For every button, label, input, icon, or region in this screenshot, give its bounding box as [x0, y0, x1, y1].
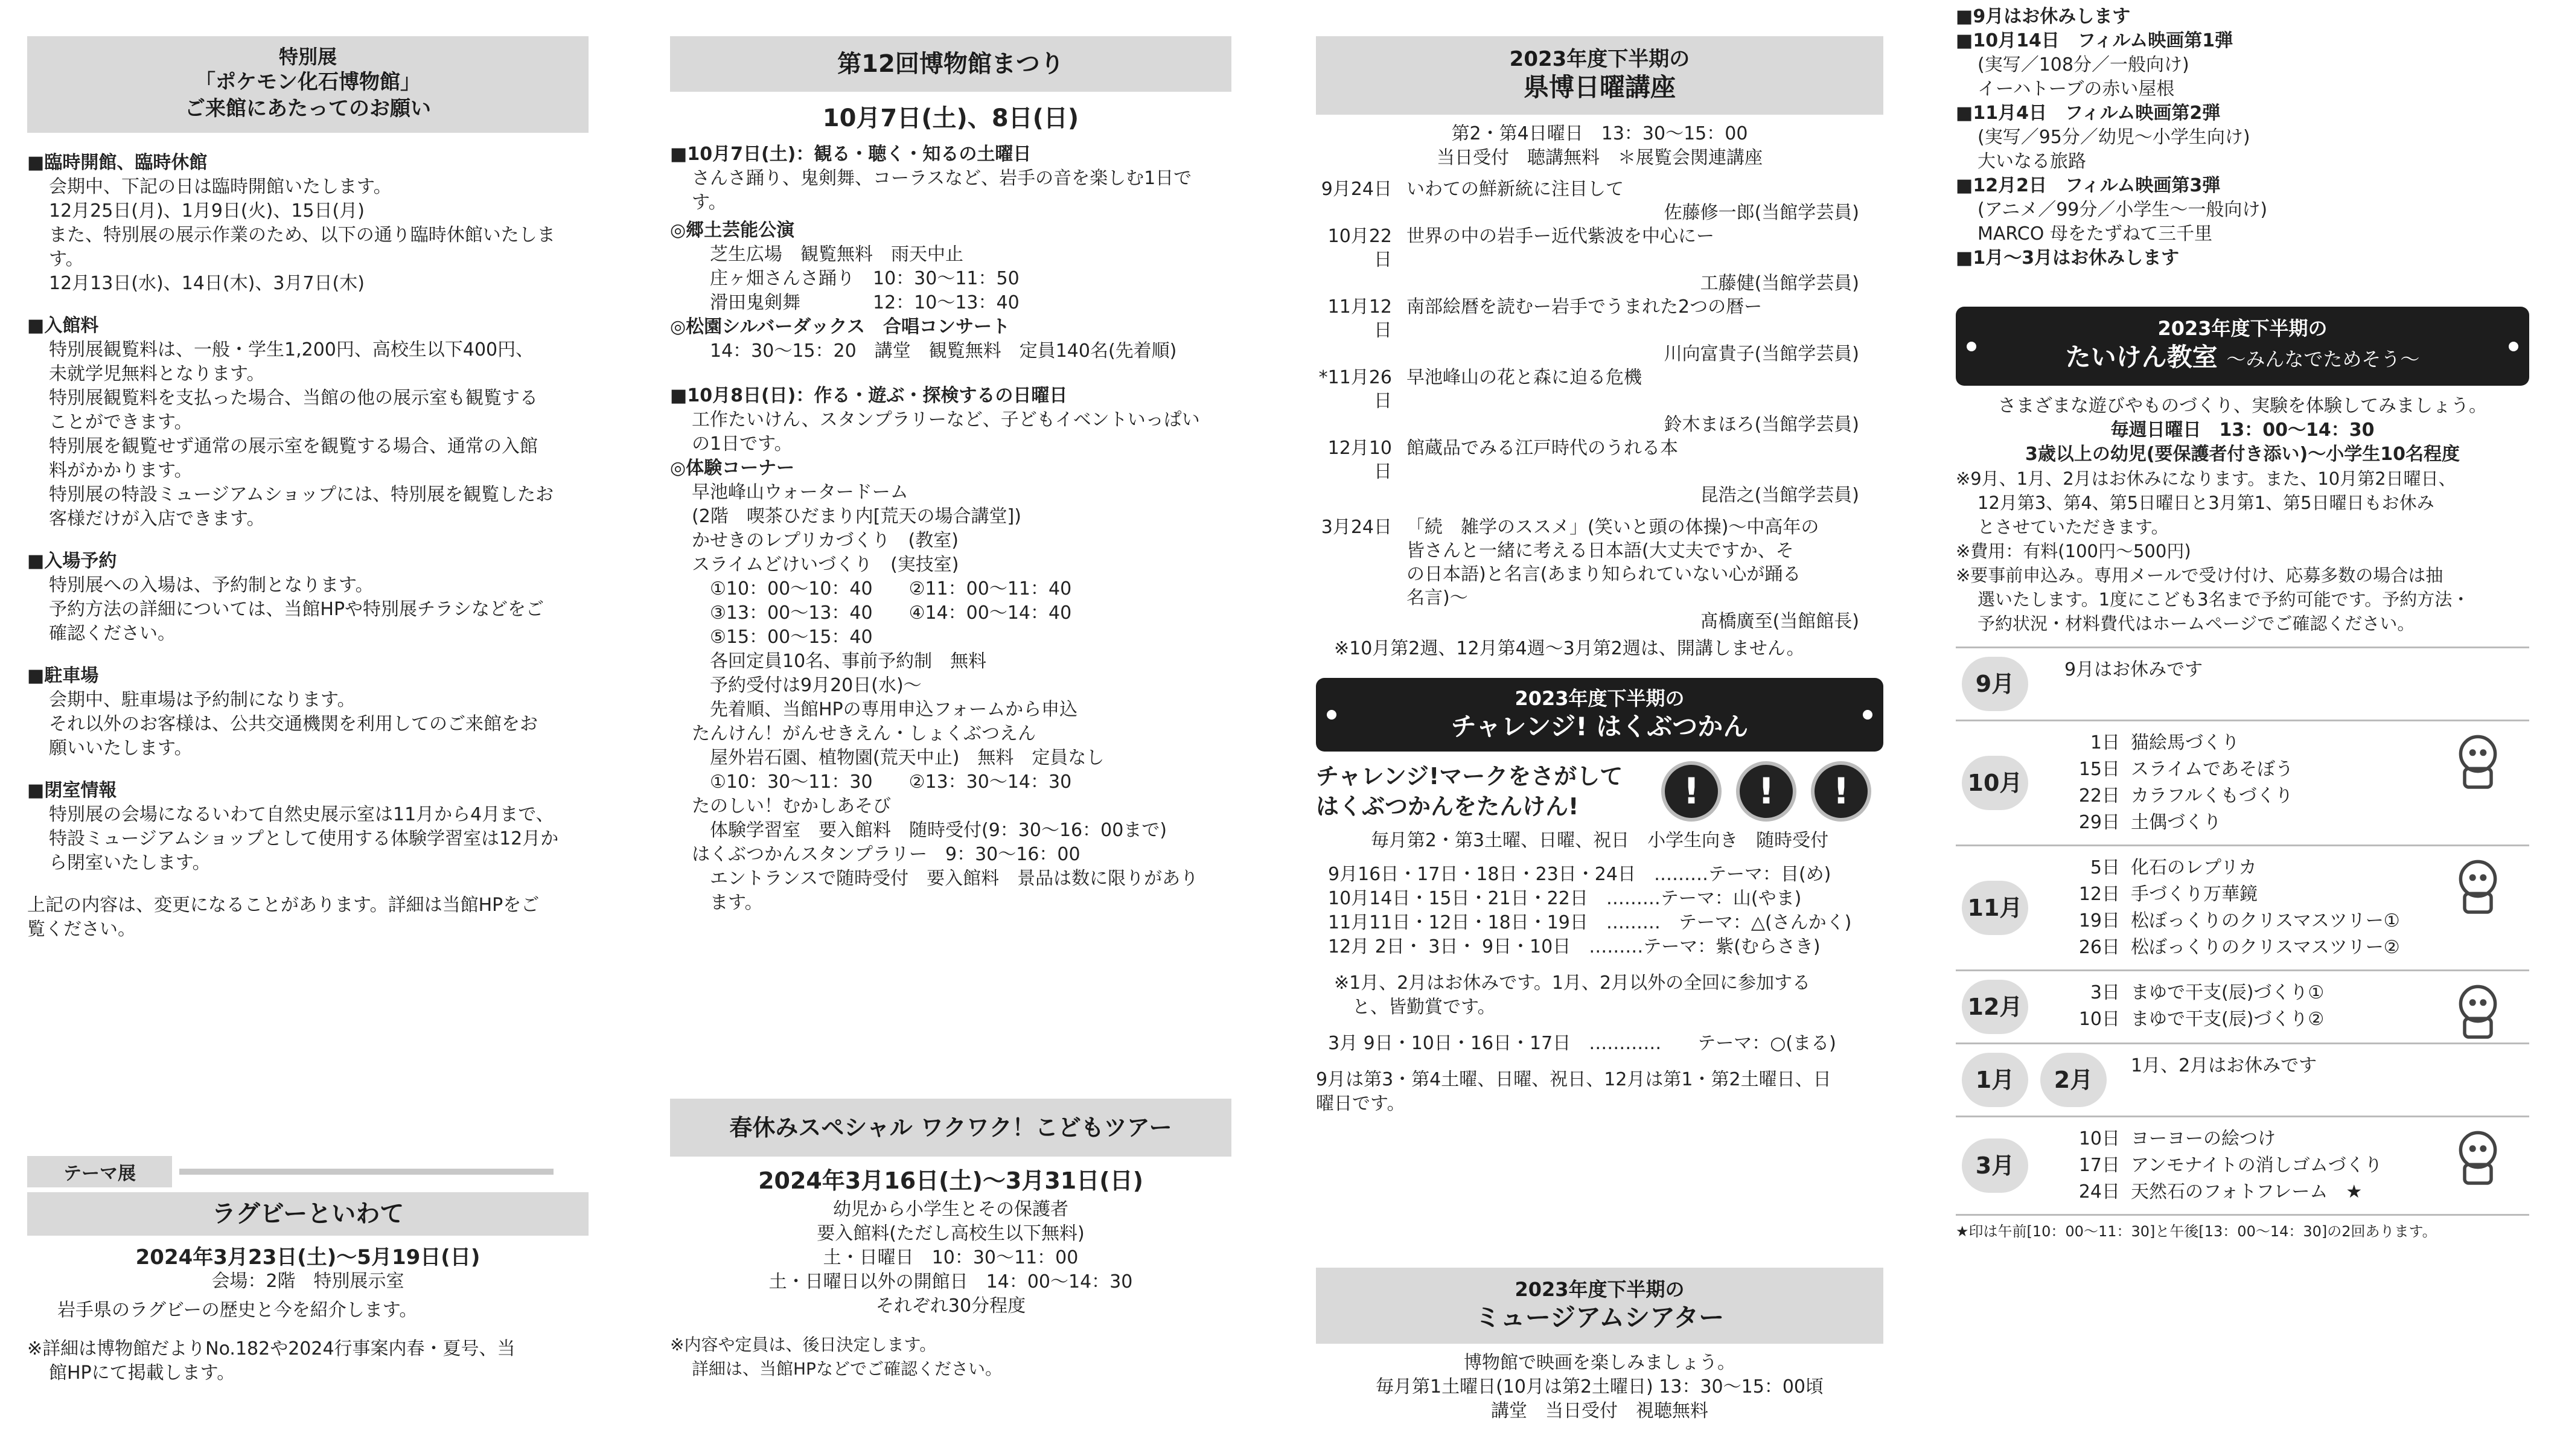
theme-dates: 2024年3月23日(土)〜5月19日(日) [135, 1245, 480, 1269]
fee-text: 特別展を観覧せず通常の展示室を観覧する場合、通常の入館 [49, 436, 538, 457]
lecture-item [1316, 436, 1883, 507]
rinji-heading: ■臨時開館、臨時休館 [27, 152, 208, 173]
fee-heading: ■入館料 [27, 315, 99, 336]
class-day: 1日 [2090, 732, 2120, 753]
month-label: 11月 [1962, 881, 2028, 935]
closed-text: ら閉室いたします。 [49, 852, 211, 873]
taiken-item: たのしい！むかしあそび [692, 796, 891, 817]
lecture-last [1316, 516, 1883, 633]
lecture-date: *11月26日 [1318, 367, 1392, 412]
challenge-title: チャレンジ! はくぶつかん [1451, 712, 1749, 741]
film-line: ■12月2日 フィルム映画第3弾 [1956, 175, 2221, 196]
lecture-topic: 南部絵暦を読むー岩手でうまれた2つの暦ー [1406, 296, 1763, 318]
taiken-title-row [1956, 340, 2529, 376]
theme-title: ラグビーといわて [27, 1192, 589, 1236]
taiken-item: ①10：30〜11：30 ②13：30〜14：30 [710, 771, 1072, 793]
lecture-title: 県博日曜講座 [1523, 72, 1676, 102]
kyodo-text: 滑田鬼剣舞 12：10〜13：40 [710, 292, 1020, 313]
parking-section [27, 664, 589, 761]
fee-text: 未就学児無料となります。 [49, 363, 265, 385]
taiken-header [1956, 307, 2529, 386]
column-taiken [1956, 5, 2529, 1244]
class-name: 松ぼっくりのクリスマスツリー② [2131, 937, 2400, 958]
film-line: ■1月〜3月はお休みします [1956, 247, 2180, 269]
special-exhibition-header [27, 36, 589, 133]
rinji-text: 12月13日(水)、14日(木)、3月7日(木) [49, 273, 365, 294]
parking-text: 願いいたします。 [49, 738, 193, 759]
class-item [2064, 855, 2400, 881]
challenge-lead [1316, 761, 1883, 822]
lecture-speaker: 髙橋廣至(当館館長) [1700, 611, 1859, 632]
lecture-label: 2023年度下半期の [1509, 47, 1690, 71]
class-day: 10日 [2078, 1128, 2120, 1149]
film-line: MARCO 母をたずねて三千里 [1977, 223, 2213, 244]
class-item [2064, 908, 2400, 934]
class-name: 天然石のフォトフレーム ★ [2131, 1181, 2363, 1202]
taiken-item: ます。 [710, 892, 763, 913]
class-item [2064, 1006, 2324, 1033]
month-row [1956, 845, 2529, 969]
theme-note: ※詳細は博物館だよりNo.182や2024行事案内春・夏号、当 [27, 1338, 516, 1359]
class-day: 19日 [2078, 910, 2120, 931]
taiken-note: ※9月、1月、2月はお休みになります。また、10月第2日曜日、 [1956, 468, 2456, 489]
theater-title: ミュージアムシアター [1475, 1303, 1725, 1332]
silver-text: 14：30〜15：20 講堂 観覧無料 定員140名(先着順) [710, 340, 1177, 362]
class-item [2131, 1053, 2317, 1079]
special-label: 特別展 [278, 45, 337, 68]
divider [179, 1169, 554, 1175]
special-subtitle: ご来館にあたってのお願い [185, 97, 431, 121]
closed-section [27, 779, 589, 875]
month-label: 3月 [1962, 1138, 2028, 1193]
class-item [2064, 980, 2324, 1006]
taiken-item: ③13：00〜13：40 ④14：00〜14：40 [710, 602, 1072, 624]
spring-text: 土・日曜日以外の開館日 14：00〜14：30 [768, 1271, 1133, 1292]
lecture-schedule: 当日受付 聴講無料 ＊展覧会関連講座 [1437, 147, 1763, 168]
challenge-row: 9月16日・17日・18日・23日・24日 ………テーマ：目(め) [1328, 864, 1831, 885]
theme-tag-row [27, 1156, 589, 1187]
taiken-item: 各回定員10名、事前予約制 無料 [710, 651, 987, 672]
theater-text: 毎月第1土曜日(10月は第2土曜日) 13：30〜15：00頃 [1376, 1376, 1824, 1397]
lecture-topic: の日本語)と名言(あまり知られていない心が踊る [1406, 564, 1801, 585]
month-label: 10月 [1962, 756, 2028, 810]
illustration-icon [2439, 852, 2517, 919]
taiken-item: たんけん！がんせきえん・しょくぶつえん [692, 723, 1036, 744]
change-note [27, 893, 589, 942]
class-day: 17日 [2078, 1155, 2120, 1176]
fee-text: 特別展観覧料は、一般・学生1,200円、高校生以下400円、 [49, 339, 534, 360]
illustration-icon [2439, 977, 2517, 1044]
rinji-text: 12月25日(月)、1月9日(火)、15日(月) [49, 200, 365, 222]
taiken-item: 早池峰山ウォータードーム [692, 482, 908, 503]
spring-text: 要入館料(ただし高校生以下無料) [817, 1223, 1085, 1244]
column-festival [670, 36, 1231, 1379]
challenge-mark-icon: ! [1736, 761, 1796, 822]
lecture-topic: いわての鮮新統に注目して [1406, 179, 1624, 200]
class-item [2064, 1152, 2383, 1179]
film-line: ■9月はお休みします [1956, 6, 2131, 27]
taiken-footnote: ★印は午前[10：00〜11：30]と午後[13：00〜14：30]の2回あります。 [1956, 1223, 2437, 1240]
taiken-schedule: 毎週日曜日 13：00〜14：30 [2110, 420, 2375, 441]
month-label: 12月 [1962, 980, 2028, 1034]
theater-text: 講堂 当日受付 視聴無料 [1491, 1400, 1708, 1422]
taiken-subtitle: 〜みんなでためそう〜 [2226, 348, 2420, 371]
challenge-header [1316, 678, 1883, 752]
class-name: まゆで干支(辰)づくり① [2131, 982, 2325, 1003]
taiken-note: ※要事前申込み。専用メールで受け付け、応募多数の場合は抽 [1956, 565, 2443, 586]
taiken-corner-heading: ◎体験コーナー [670, 458, 795, 479]
challenge-row: 12月 2日・ 3日・ 9日・10日 ………テーマ：紫(むらさき) [1328, 936, 1821, 957]
taiken-item: 先着順、当館HPの専用申込フォームから申込 [710, 699, 1078, 720]
challenge-note: と、皆勤賞です。 [1352, 997, 1496, 1018]
taiken-intro: さまざまな遊びやものづくり、実験を体験してみましょう。 [1998, 395, 2487, 417]
lecture-speaker: 昆浩之(当館学芸員) [1700, 485, 1859, 506]
month-label: 1月 [1962, 1053, 2028, 1107]
closed-text: 特別展の会場になるいわて自然史展示室は11月から4月まで、 [49, 804, 554, 825]
rinji-text: また、特別展の展示作業のため、以下の通り臨時休館いたしま [49, 225, 555, 246]
parking-text: それ以外のお客様は、公共交通機関を利用してのご来館をお [49, 714, 538, 735]
parking-heading: ■駐車場 [27, 665, 99, 686]
film-line: 大いなる旅路 [1977, 151, 2086, 172]
change-note-text: 上記の内容は、変更になることがあります。詳細は当館HPをご [27, 895, 540, 916]
challenge-footnote: 9月は第3・第4土曜、日曜、祝日、12月は第1・第2土曜日、日 [1316, 1069, 1831, 1090]
lecture-schedule: 第2・第4日曜日 13：30〜15：00 [1451, 123, 1748, 144]
class-name: 松ぼっくりのクリスマスツリー① [2131, 910, 2400, 931]
taiken-item: かせきのレプリカづくり (教室) [692, 530, 959, 551]
closed-text: 特設ミュージアムショップとして使用する体験学習室は12月か [49, 828, 559, 849]
class-day: 15日 [2078, 759, 2120, 780]
lecture-date: 3月24日 [1321, 517, 1392, 538]
month-row [1956, 1043, 2529, 1116]
taiken-note: 12月第3、第4、第5日曜日と3月第1、第5日曜日もお休み [1977, 493, 2434, 513]
challenge-row: 10月14日・15日・21日・22日 ………テーマ：山(やま) [1328, 888, 1802, 909]
challenge-row: 3月 9日・10日・16日・17日 ………… テーマ：○(まる) [1328, 1033, 1836, 1054]
class-day: 26日 [2078, 937, 2120, 958]
spring-text: 土・日曜日 10：30〜11：00 [823, 1247, 1079, 1268]
film-line: イーハトーブの赤い屋根 [1977, 78, 2175, 100]
lecture-date: 11月12日 [1327, 296, 1392, 341]
taiken-note: とさせていただきます。 [1977, 517, 2169, 537]
festival-title: 第12回博物館まつり [670, 36, 1231, 92]
class-item [2064, 809, 2293, 836]
rinji-section [27, 151, 589, 296]
rinji-text: す。 [49, 249, 84, 270]
decoration-dot [2509, 342, 2518, 351]
theater [1316, 1268, 1883, 1423]
class-name: 土偶づくり [2131, 812, 2221, 833]
special-title: 「ポケモン化石博物館」 [195, 70, 421, 94]
closed-heading: ■閉室情報 [27, 780, 117, 801]
class-day: 12日 [2078, 884, 2120, 905]
illustration-icon [2439, 1123, 2517, 1190]
fee-text: 客様だけが入店できます。 [49, 508, 265, 529]
taiken-item: はくぶつかんスタンプラリー 9：30〜16：00 [692, 844, 1080, 865]
challenge-row: 11月11日・12日・18日・19日 ……… テーマ：△(さんかく) [1328, 912, 1852, 933]
challenge-mark-icon: ! [1661, 761, 1722, 822]
decoration-dot [1327, 710, 1336, 720]
class-item [2064, 934, 2400, 961]
lecture-speaker: 佐藤修一郎(当館学芸員) [1664, 202, 1859, 223]
theme-tag: テーマ展 [27, 1156, 172, 1187]
lecture-item [1316, 177, 1883, 225]
lecture-list [1316, 177, 1883, 507]
film-line: ■11月4日 フィルム映画第2弾 [1956, 103, 2221, 124]
column-lecture [1316, 36, 1883, 1422]
month-row [1956, 647, 2529, 720]
challenge-mark-icon: ! [1811, 761, 1871, 822]
month-row [1956, 1116, 2529, 1214]
theme-desc: 岩手県のラグビーの歴史と今を紹介します。 [57, 1300, 418, 1321]
taiken-target: 3歳以上の幼児(要保護者付き添い)〜小学生10名程度 [2025, 444, 2460, 465]
class-day: 5日 [2090, 857, 2120, 878]
reserve-heading: ■入場予約 [27, 551, 117, 572]
lecture-item [1316, 225, 1883, 295]
festival-dates: 10月7日(土)、8日(日) [822, 104, 1079, 132]
film-line: (アニメ／99分／小学生〜一般向け) [1977, 199, 2268, 220]
day2-heading: ■10月8日(日)：作る・遊ぶ・探検するの日曜日 [670, 385, 1068, 406]
taiken-item: スライムどけいづくり (実技室) [692, 554, 959, 575]
spring-note: ※内容や定員は、後日決定します。 [670, 1335, 937, 1355]
lecture-date: 12月10日 [1327, 438, 1392, 482]
lecture-note: ※10月第2週、12月第4週〜3月第2週は、開講しません。 [1334, 638, 1805, 659]
lecture-topic: 世界の中の岩手ー近代紫波を中心にー [1406, 226, 1714, 247]
challenge-schedule: 毎月第2・第3土曜、日曜、祝日 小学生向き 随時受付 [1370, 830, 1829, 851]
taiken-item: 予約受付は9月20日(水)〜 [710, 675, 922, 696]
class-name: カラフルくもづくり [2131, 785, 2293, 806]
lecture-header [1316, 36, 1883, 115]
taiken-item: ①10：00〜10：40 ②11：00〜11：40 [710, 578, 1072, 599]
lecture-speaker: 鈴木まほろ(当館学芸員) [1664, 414, 1859, 435]
theme-note: 館HPにて掲載します。 [49, 1362, 235, 1384]
class-item [2064, 730, 2293, 756]
theater-label: 2023年度下半期の [1515, 1278, 1685, 1301]
lecture-topic: 館蔵品でみる江戸時代のうれる本 [1406, 438, 1678, 459]
column-special-exhibition [27, 36, 589, 1384]
theater-text: 博物館で映画を楽しみましょう。 [1464, 1352, 1735, 1373]
illustration-icon [2439, 727, 2517, 794]
challenge-footnote: 曜日です。 [1316, 1093, 1405, 1114]
month-row [1956, 720, 2529, 845]
class-day: 3日 [2090, 982, 2120, 1003]
taiken-item: (2階 喫茶ひだまり内[荒天の場合講堂]) [692, 506, 1021, 527]
taiken-item: 体験学習室 要入館料 随時受付(9：30〜16：00まで) [710, 820, 1167, 841]
lecture-item [1316, 295, 1883, 366]
challenge-lead-text: はくぶつかんをたんけん! [1316, 793, 1579, 820]
rinji-text: 会期中、下記の日は臨時開館いたします。 [49, 176, 392, 197]
fee-text: 特別展観覧料を支払った場合、当館の他の展示室も観覧する [49, 388, 538, 409]
kyodo-text: 芝生広場 観覧無料 雨天中止 [710, 244, 963, 265]
lecture-item [1316, 366, 1883, 436]
class-name: ヨーヨーの絵つけ [2131, 1128, 2276, 1149]
class-name: 猫絵馬づくり [2131, 732, 2239, 753]
day1-heading: ■10月7日(土)：観る・聴く・知るの土曜日 [670, 144, 1032, 165]
theater-header [1316, 1268, 1883, 1344]
day1-text: す。 [692, 192, 727, 213]
class-item [2064, 1179, 2383, 1205]
fee-text: ことができます。 [49, 412, 193, 433]
class-day: 24日 [2078, 1181, 2120, 1202]
taiken-label: 2023年度下半期の [2157, 317, 2328, 340]
decoration-dot [1967, 342, 1976, 351]
spring-tour [670, 1099, 1231, 1381]
challenge-lead-text: チャレンジ!マークをさがして [1316, 763, 1623, 790]
fee-text: 特別展の特設ミュージアムショップには、特別展を観覧したお [49, 484, 554, 505]
silver-heading: ◎松園シルバーダックス 合唱コンサート [670, 316, 1010, 337]
spring-text: 幼児から小学生とその保護者 [833, 1199, 1068, 1220]
class-item [2064, 1126, 2383, 1152]
month-label: 2月 [2040, 1053, 2107, 1107]
taiken-item: 屋外岩石園、植物園(荒天中止) 無料 定員なし [710, 747, 1105, 768]
class-name: アンモナイトの消しゴムづくり [2131, 1155, 2383, 1176]
taiken-calendar [1956, 647, 2529, 1216]
class-name: 化石のレプリカ [2131, 857, 2257, 878]
challenge-label: 2023年度下半期の [1515, 687, 1685, 710]
fee-text: 料がかかります。 [49, 460, 193, 481]
parking-text: 会期中、駐車場は予約制になります。 [49, 689, 356, 710]
fee-section [27, 314, 589, 531]
day2-text: の1日です。 [692, 433, 793, 455]
spring-note: 詳細は、当館HPなどでご確認ください。 [692, 1359, 1002, 1379]
challenge-marks [1661, 761, 1871, 822]
taiken-note: ※費用：有料(100円〜500円) [1956, 541, 2191, 561]
reserve-text: 確認ください。 [49, 623, 176, 644]
class-name: スライムであそぼう [2131, 759, 2294, 780]
class-day: 29日 [2078, 812, 2120, 833]
day2-text: 工作たいけん、スタンプラリーなど、子どもイベントいっぱい [692, 409, 1200, 430]
class-name: 1月、2月はお休みです [2131, 1055, 2317, 1076]
change-note-text: 覧ください。 [27, 919, 136, 940]
spring-title: 春休みスペシャル ワクワク！こどもツアー [670, 1099, 1231, 1157]
lecture-date: 10月22日 [1327, 226, 1392, 270]
reserve-text: 予約方法の詳細については、当館HPや特別展チラシなどをご [49, 599, 544, 620]
class-day: 22日 [2078, 785, 2120, 806]
class-item [2064, 756, 2293, 783]
lecture-topic: 「続 雑学のススメ」(笑いと頭の体操)〜中高年の [1406, 517, 1819, 538]
lecture-speaker: 工藤健(当館学芸員) [1700, 273, 1859, 294]
film-line: ■10月14日 フィルム映画第1弾 [1956, 30, 2233, 51]
class-name: まゆで干支(辰)づくり② [2131, 1009, 2325, 1030]
month-row [1956, 969, 2529, 1043]
day1-text: さんさ踊り、鬼剣舞、コーラスなど、岩手の音を楽しむ1日で [692, 168, 1192, 189]
taiken-note: 選いたします。1度にこども3名まで予約可能です。予約方法・ [1977, 589, 2470, 610]
taiken-item: ⑤15：00〜15：40 [710, 627, 873, 648]
spring-dates: 2024年3月16日(土)〜3月31日(日) [758, 1167, 1143, 1194]
month-label: 9月 [1962, 657, 2028, 711]
spring-text: それぞれ30分程度 [875, 1295, 1026, 1317]
lecture-topic: 皆さんと一緒に考える日本語(大丈夫ですか、そ [1406, 540, 1794, 561]
kyodo-text: 庄ヶ畑さんさ踊り 10：30〜11：50 [710, 268, 1020, 289]
lecture-topic: 早池峰山の花と森に迫る危機 [1406, 367, 1642, 388]
taiken-note: 予約状況・材料費代はホームページでご確認ください。 [1977, 613, 2415, 634]
class-name: 9月はお休みです [2064, 659, 2203, 680]
class-item [2064, 881, 2400, 908]
class-name: 手づくり万華鏡 [2131, 884, 2258, 905]
theme-exhibition [27, 1156, 589, 1385]
challenge-note: ※1月、2月はお休みです。1月、2月以外の全回に参加する [1334, 972, 1811, 994]
taiken-item: エントランスで随時受付 要入館料 景品は数に限りがあり [710, 868, 1199, 889]
kyodo-heading: ◎郷土芸能公演 [670, 220, 795, 241]
theme-venue: 会場：2階 特別展示室 [211, 1271, 404, 1292]
reserve-text: 特別展への入場は、予約制となります。 [49, 575, 374, 596]
reserve-section [27, 549, 589, 646]
taiken-title: たいけん教室 [2065, 342, 2218, 372]
class-item [2064, 657, 2203, 683]
class-day: 10日 [2078, 1009, 2120, 1030]
class-item [2064, 783, 2293, 809]
lecture-date: 9月24日 [1321, 179, 1392, 200]
lecture-speaker: 川向富貴子(当館学芸員) [1664, 343, 1859, 365]
film-line: (実写／95分／幼児〜小学生向け) [1977, 127, 2250, 148]
decoration-dot [1863, 710, 1872, 720]
film-line: (実写／108分／一般向け) [1977, 54, 2189, 75]
lecture-topic: 名言)〜 [1406, 587, 1468, 608]
